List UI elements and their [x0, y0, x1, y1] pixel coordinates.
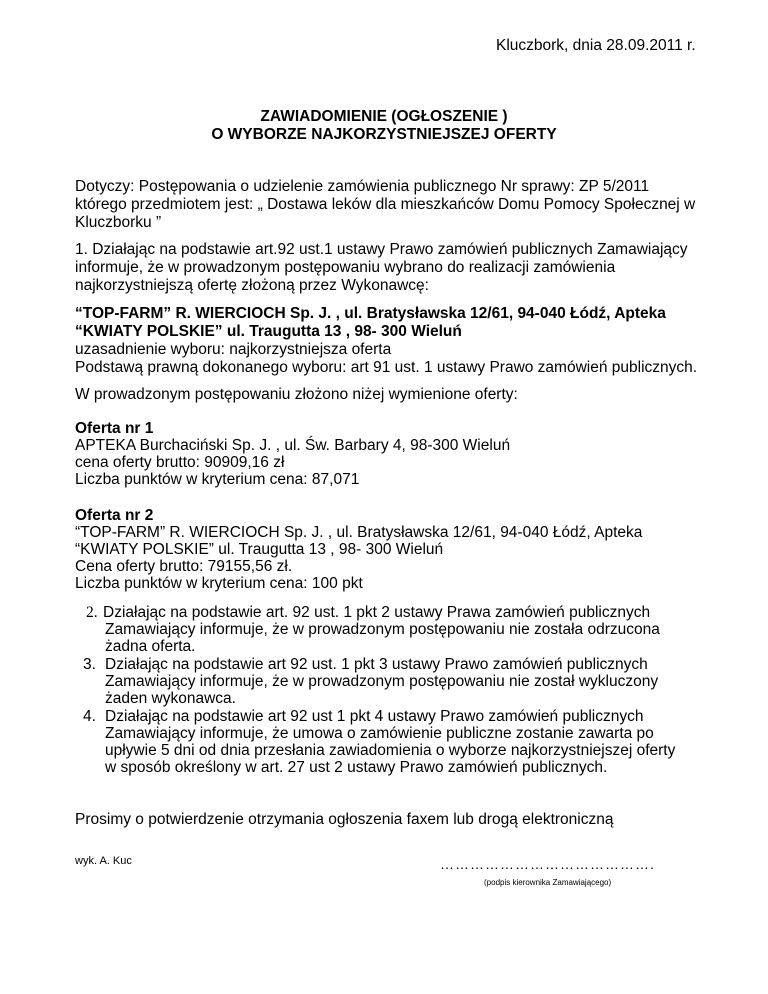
- offer-2-line: “KWIATY POLSKIE” ul. Traugutta 13 , 98- 300 Wieluń: [75, 541, 444, 558]
- offer-1-heading: Oferta nr 1: [75, 420, 154, 437]
- offer-1-line: Liczba punktów w kryterium cena: 87,071: [75, 471, 360, 488]
- point-1-line: najkorzystniejszą ofertę złożoną przez Wykonawcę:: [75, 277, 429, 294]
- point-4-number: 4.: [83, 708, 96, 725]
- winner-line-1: “TOP-FARM” R. WIERCIOCH Sp. J. , ul. Bratysławska 12/61, 94-040 Łódź, Apteka: [75, 305, 666, 322]
- point-4-line: upływie 5 dni od dnia przesłania zawiadomienia o wyborze najkorzystniejszej oferty: [105, 742, 676, 759]
- confirmation-request: Prosimy o potwierdzenie otrzymania ogłoszenia faxem lub drogą elektroniczną: [75, 811, 614, 828]
- winner-legal-basis: Podstawą prawną dokonanego wyboru: art 91 ust. 1 ustawy Prawo zamówień publicznych.: [75, 359, 698, 376]
- point-4-line: Działając na podstawie art 92 ust 1 pkt 4 ustawy Prawo zamówień publicznych: [105, 708, 644, 725]
- point-2-line: Zamawiający informuje, że w prowadzonym postępowaniu nie została odrzucona: [105, 621, 660, 638]
- point-4-line: Zamawiający informuje, że umowa o zamówienie publiczne zostanie zawarta po: [105, 725, 654, 742]
- title-line-2: O WYBORZE NAJKORZYSTNIEJSZEJ OFERTY: [211, 126, 557, 143]
- offer-2-line: Cena oferty brutto: 79155,56 zł.: [75, 558, 293, 575]
- point-3-line: Zamawiający informuje, że w prowadzonym postępowaniu nie został wykluczony: [105, 673, 659, 690]
- signature-line: …………………………………….: [440, 856, 655, 872]
- winner-line-2: “KWIATY POLSKIE” ul. Traugutta 13 , 98- 300 Wieluń: [75, 323, 462, 340]
- point-1-line: informuje, że w prowadzonym postępowaniu wybrano do realizacji zamówienia: [75, 259, 616, 276]
- offer-2-line: Liczba punktów w kryterium cena: 100 pkt: [75, 575, 363, 592]
- offers-intro: W prowadzonym postępowaniu złożono niżej wymienione oferty:: [75, 386, 518, 403]
- point-2-line: Działając na podstawie art. 92 ust. 1 pkt 2 ustawy Prawa zamówień publicznych: [103, 604, 651, 621]
- subject-line: Dotyczy: Postępowania o udzielenie zamówienia publicznego Nr sprawy: ZP 5/2011: [75, 178, 650, 195]
- point-2-number: 2.: [86, 604, 98, 621]
- winner-justification: uzasadnienie wyboru: najkorzystniejsza oferta: [75, 341, 392, 358]
- signature-caption: (podpis kierownika Zamawiającego): [484, 878, 612, 887]
- point-4-line: w sposób określony w art. 27 ust 2 ustawy Prawo zamówień publicznych.: [105, 759, 608, 776]
- title-line-1: ZAWIADOMIENIE (OGŁOSZENIE ): [260, 108, 508, 125]
- point-1-line: 1. Działając na podstawie art.92 ust.1 ustawy Prawo zamówień publicznych Zamawiający: [75, 241, 688, 258]
- point-2-line: żadna oferta.: [105, 638, 196, 655]
- point-3-line: Działając na podstawie art 92 ust. 1 pkt 3 ustawy Prawo zamówień publicznych: [105, 656, 648, 673]
- offer-1-line: cena oferty brutto: 90909,16 zł: [75, 454, 285, 471]
- offer-1-line: APTEKA Burchaciński Sp. J. , ul. Św. Barbary 4, 98-300 Wieluń: [75, 437, 511, 454]
- subject-line: którego przedmiotem jest: „ Dostawa leków dla mieszkańców Domu Pomocy Społecznej w: [75, 196, 696, 213]
- subject-line: Kluczborku ”: [75, 214, 162, 231]
- point-3-line: żaden wykonawca.: [105, 690, 236, 707]
- offer-2-line: “TOP-FARM” R. WIERCIOCH Sp. J. , ul. Bratysławska 12/61, 94-040 Łódź, Apteka: [75, 524, 643, 541]
- author-note: wyk. A. Kuc: [75, 855, 132, 867]
- place-date: Kluczbork, dnia 28.09.2011 r.: [496, 37, 696, 54]
- offer-2-heading: Oferta nr 2: [75, 507, 154, 524]
- point-3-number: 3.: [83, 656, 96, 673]
